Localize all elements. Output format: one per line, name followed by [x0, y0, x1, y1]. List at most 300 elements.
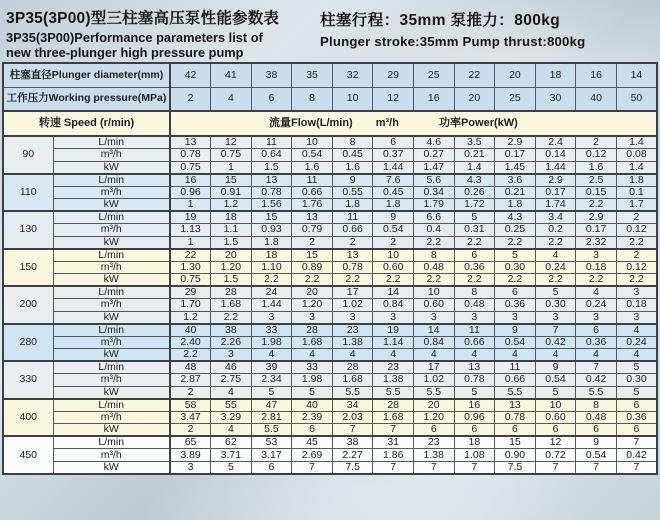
value-cell: 6: [616, 399, 657, 412]
value-cell: 3: [616, 286, 657, 299]
value-cell: 2.9: [576, 211, 617, 224]
value-cell: 8: [413, 249, 454, 262]
unit-cell: L/min: [53, 249, 170, 262]
value-cell: 3.89: [170, 449, 211, 462]
value-cell: 3.71: [211, 449, 252, 462]
table-row: [3, 261, 657, 274]
table-row: [3, 424, 657, 437]
pressure-value-cell: 25: [495, 87, 536, 111]
unit-cell: m³/h: [53, 336, 170, 349]
value-cell: 20: [211, 249, 252, 262]
value-cell: 1.47: [413, 161, 454, 174]
value-cell: 0.54: [535, 374, 576, 387]
value-cell: 0.12: [616, 261, 657, 274]
table-row: [3, 311, 657, 324]
unit-cell: m³/h: [53, 261, 170, 274]
value-cell: 0.12: [616, 224, 657, 237]
value-cell: 33: [292, 361, 333, 374]
unit-cell: L/min: [53, 399, 170, 412]
pressure-value-cell: 30: [535, 87, 576, 111]
value-cell: 4: [576, 349, 617, 362]
value-cell: 3.29: [211, 411, 252, 424]
value-cell: 3.4: [535, 211, 576, 224]
value-cell: 2.34: [251, 374, 292, 387]
value-cell: 13: [332, 249, 373, 262]
value-cell: 13: [251, 174, 292, 187]
page-title-chinese: 3P35(3P00)型三柱塞高压泵性能参数表: [6, 10, 280, 27]
value-cell: 0.78: [251, 186, 292, 199]
value-cell: 2.39: [292, 411, 333, 424]
value-cell: 6: [495, 424, 536, 437]
value-cell: 1: [170, 236, 211, 249]
value-cell: 1.5: [211, 274, 252, 287]
value-cell: 2.69: [292, 449, 333, 462]
table-row: [3, 199, 657, 212]
value-cell: 9: [535, 361, 576, 374]
value-cell: 0.42: [616, 449, 657, 462]
value-cell: 45: [292, 436, 333, 449]
value-cell: 0.14: [535, 149, 576, 162]
unit-cell: kW: [53, 274, 170, 287]
diameter-value-cell: 42: [170, 63, 211, 87]
unit-cell: kW: [53, 424, 170, 437]
table-row: [3, 136, 657, 149]
value-cell: 0.60: [535, 411, 576, 424]
value-cell: 6: [616, 424, 657, 437]
table-row: [3, 324, 657, 337]
value-cell: 1.44: [373, 161, 414, 174]
value-cell: 7: [616, 436, 657, 449]
value-cell: 2.2: [413, 274, 454, 287]
value-cell: 0.36: [616, 411, 657, 424]
value-cell: 0.66: [454, 336, 495, 349]
value-cell: 0.42: [576, 374, 617, 387]
value-cell: 2.81: [251, 411, 292, 424]
value-cell: 0.21: [454, 149, 495, 162]
value-cell: 11: [495, 361, 536, 374]
value-cell: 0.08: [616, 149, 657, 162]
pressure-value-cell: 16: [413, 87, 454, 111]
value-cell: 0.79: [292, 224, 333, 237]
value-cell: 1.02: [332, 299, 373, 312]
value-cell: 2.2: [535, 236, 576, 249]
value-cell: 62: [211, 436, 252, 449]
value-cell: 2: [332, 236, 373, 249]
table-body: [3, 136, 657, 474]
value-cell: 29: [170, 286, 211, 299]
speed-cell: 200: [3, 286, 53, 324]
value-cell: 24: [251, 286, 292, 299]
unit-cell: kW: [53, 386, 170, 399]
specs-english: Plunger stroke:35mm Pump thrust:800kg: [320, 34, 586, 49]
page-title-english-line2: new three-plunger high pressure pump: [6, 44, 244, 60]
unit-cell: kW: [53, 311, 170, 324]
value-cell: 2.2: [495, 274, 536, 287]
value-cell: 8: [454, 286, 495, 299]
diameter-value-cell: 18: [535, 63, 576, 87]
value-cell: 15: [495, 436, 536, 449]
table-row: [3, 374, 657, 387]
value-cell: 2: [576, 136, 617, 149]
table-row: [3, 386, 657, 399]
value-cell: 1.02: [413, 374, 454, 387]
value-cell: 0.55: [332, 186, 373, 199]
value-cell: 2.2: [332, 274, 373, 287]
value-cell: 6: [576, 424, 617, 437]
specs-block: [320, 6, 585, 60]
value-cell: 4.3: [454, 174, 495, 187]
value-cell: 0.37: [373, 149, 414, 162]
value-cell: 0.36: [454, 261, 495, 274]
value-cell: 4: [576, 286, 617, 299]
value-cell: 0.31: [454, 224, 495, 237]
value-cell: 1.68: [373, 411, 414, 424]
value-cell: 9: [576, 436, 617, 449]
value-cell: 6: [495, 286, 536, 299]
value-cell: 0.26: [454, 186, 495, 199]
value-cell: 0.12: [576, 149, 617, 162]
value-cell: 0.84: [373, 299, 414, 312]
value-cell: 8: [576, 399, 617, 412]
value-cell: 15: [292, 249, 333, 262]
value-cell: 1.5: [211, 236, 252, 249]
value-cell: 0.2: [535, 224, 576, 237]
value-cell: 2.03: [332, 411, 373, 424]
value-cell: 2.2: [454, 236, 495, 249]
value-cell: 18: [211, 211, 252, 224]
unit-cell: m³/h: [53, 149, 170, 162]
value-cell: 2.2: [616, 274, 657, 287]
value-cell: 5: [616, 386, 657, 399]
value-cell: 58: [170, 399, 211, 412]
value-cell: 0.54: [292, 149, 333, 162]
value-cell: 55: [211, 399, 252, 412]
value-cell: 53: [251, 436, 292, 449]
value-cell: 1: [211, 161, 252, 174]
value-cell: 1.8: [332, 199, 373, 212]
value-cell: 1.2: [170, 311, 211, 324]
value-cell: 0.17: [576, 224, 617, 237]
value-cell: 1.14: [373, 336, 414, 349]
value-cell: 2.2: [454, 274, 495, 287]
value-cell: 13: [454, 361, 495, 374]
value-cell: 10: [413, 286, 454, 299]
value-cell: 7: [292, 461, 333, 474]
table-row: [3, 161, 657, 174]
value-cell: 0.66: [495, 374, 536, 387]
value-cell: 1.20: [413, 411, 454, 424]
value-cell: 0.21: [495, 186, 536, 199]
value-cell: 7.5: [332, 461, 373, 474]
value-cell: 0.96: [170, 186, 211, 199]
value-cell: 1.2: [211, 199, 252, 212]
value-cell: 6: [454, 249, 495, 262]
value-cell: 34: [332, 399, 373, 412]
value-cell: 6: [251, 461, 292, 474]
value-cell: 16: [454, 399, 495, 412]
value-cell: 18: [454, 436, 495, 449]
value-cell: 5: [535, 286, 576, 299]
pressure-value-cell: 40: [576, 87, 617, 111]
value-cell: 22: [170, 249, 211, 262]
table-row: [3, 336, 657, 349]
table-row: [3, 411, 657, 424]
value-cell: 1.98: [292, 374, 333, 387]
value-cell: 6.6: [413, 211, 454, 224]
value-cell: 0.54: [495, 336, 536, 349]
value-cell: 1.4: [454, 161, 495, 174]
diameter-value-cell: 29: [373, 63, 414, 87]
value-cell: 5.5: [576, 386, 617, 399]
value-cell: 2.2: [211, 311, 252, 324]
value-cell: 3.47: [170, 411, 211, 424]
value-cell: 4: [413, 349, 454, 362]
value-cell: 0.54: [576, 449, 617, 462]
value-cell: 2: [373, 236, 414, 249]
unit-cell: L/min: [53, 286, 170, 299]
value-cell: 40: [292, 399, 333, 412]
value-cell: 0.60: [413, 299, 454, 312]
value-cell: 3: [454, 311, 495, 324]
value-cell: 4: [373, 349, 414, 362]
value-cell: 4: [616, 324, 657, 337]
value-cell: 39: [251, 361, 292, 374]
power-header: 功率Power(kW): [438, 116, 518, 129]
value-cell: 2.2: [251, 274, 292, 287]
value-cell: 4: [454, 349, 495, 362]
flow-lmin-header: 流量Flow(L/min): [269, 116, 353, 129]
value-cell: 28: [373, 399, 414, 412]
pressure-row: [3, 87, 657, 111]
unit-cell: L/min: [53, 211, 170, 224]
value-cell: 7: [535, 461, 576, 474]
value-cell: 5.5: [413, 386, 454, 399]
value-cell: 7: [332, 424, 373, 437]
pressure-value-cell: 20: [454, 87, 495, 111]
speed-column-header: 转速 Speed (r/min): [3, 111, 170, 136]
table-row: [3, 399, 657, 412]
value-cell: 28: [211, 286, 252, 299]
value-cell: 11: [251, 136, 292, 149]
value-cell: 1.6: [292, 161, 333, 174]
value-cell: 0.96: [454, 411, 495, 424]
value-cell: 0.1: [616, 186, 657, 199]
value-cell: 6: [292, 424, 333, 437]
value-cell: 2.2: [373, 274, 414, 287]
value-cell: 5: [535, 386, 576, 399]
value-cell: 6: [373, 136, 414, 149]
value-cell: 1.13: [170, 224, 211, 237]
table-head-section: [3, 63, 657, 136]
value-cell: 3: [373, 311, 414, 324]
value-cell: 7: [616, 461, 657, 474]
value-cell: 1.70: [170, 299, 211, 312]
diameter-value-cell: 25: [413, 63, 454, 87]
value-cell: 4.3: [495, 211, 536, 224]
value-cell: 0.48: [576, 411, 617, 424]
value-cell: 3: [413, 311, 454, 324]
value-cell: 6: [535, 424, 576, 437]
value-cell: 2.2: [616, 236, 657, 249]
value-cell: 0.17: [535, 186, 576, 199]
unit-cell: m³/h: [53, 186, 170, 199]
value-cell: 0.54: [373, 224, 414, 237]
value-cell: 2.2: [495, 236, 536, 249]
value-cell: 15: [211, 174, 252, 187]
unit-cell: m³/h: [53, 449, 170, 462]
value-cell: 1.68: [332, 374, 373, 387]
value-cell: 0.17: [495, 149, 536, 162]
speed-cell: 150: [3, 249, 53, 287]
value-cell: 2.26: [211, 336, 252, 349]
value-cell: 7: [413, 461, 454, 474]
value-cell: 3: [332, 311, 373, 324]
value-cell: 1.8: [251, 236, 292, 249]
value-cell: 1.72: [454, 199, 495, 212]
value-cell: 2.32: [576, 236, 617, 249]
value-cell: 2: [170, 424, 211, 437]
value-cell: 1.38: [373, 374, 414, 387]
value-cell: 16: [170, 174, 211, 187]
value-cell: 15: [251, 211, 292, 224]
value-cell: 11: [292, 174, 333, 187]
value-cell: 1.56: [251, 199, 292, 212]
table-row: [3, 174, 657, 187]
value-cell: 5.5: [373, 386, 414, 399]
value-cell: 5.5: [332, 386, 373, 399]
value-cell: 1.38: [332, 336, 373, 349]
value-cell: 1.8: [495, 199, 536, 212]
value-cell: 28: [292, 324, 333, 337]
value-cell: 5: [454, 211, 495, 224]
value-cell: 2.27: [332, 449, 373, 462]
unit-cell: kW: [53, 349, 170, 362]
value-cell: 5.6: [413, 174, 454, 187]
value-cell: 4: [211, 386, 252, 399]
value-cell: 0.93: [251, 224, 292, 237]
value-cell: 7.6: [373, 174, 414, 187]
value-cell: 0.30: [495, 261, 536, 274]
value-cell: 4: [292, 349, 333, 362]
value-cell: 5: [292, 386, 333, 399]
diameter-value-cell: 32: [332, 63, 373, 87]
value-cell: 2: [616, 249, 657, 262]
value-cell: 0.78: [495, 411, 536, 424]
value-cell: 19: [373, 324, 414, 337]
value-cell: 1.7: [616, 199, 657, 212]
value-cell: 2.5: [576, 174, 617, 187]
table-row: [3, 461, 657, 474]
value-cell: 10: [535, 399, 576, 412]
table-row: [3, 186, 657, 199]
value-cell: 0.48: [454, 299, 495, 312]
value-cell: 0.24: [616, 336, 657, 349]
unit-cell: kW: [53, 161, 170, 174]
unit-cell: m³/h: [53, 299, 170, 312]
value-cell: 7: [373, 424, 414, 437]
value-cell: 9: [332, 174, 373, 187]
pressure-value-cell: 4: [211, 87, 252, 111]
value-cell: 2.87: [170, 374, 211, 387]
value-cell: 0.42: [535, 336, 576, 349]
diameter-row: [3, 63, 657, 87]
value-cell: 33: [251, 324, 292, 337]
value-cell: 1.20: [211, 261, 252, 274]
diameter-value-cell: 38: [251, 63, 292, 87]
value-cell: 5.5: [495, 386, 536, 399]
value-cell: 10: [373, 249, 414, 262]
value-cell: 1.1: [211, 224, 252, 237]
value-cell: 0.66: [332, 224, 373, 237]
value-cell: 3: [495, 311, 536, 324]
value-cell: 7: [576, 361, 617, 374]
value-cell: 23: [332, 324, 373, 337]
value-cell: 0.64: [251, 149, 292, 162]
unit-cell: m³/h: [53, 224, 170, 237]
speed-cell: 280: [3, 324, 53, 362]
value-cell: 0.18: [576, 261, 617, 274]
value-cell: 1.5: [251, 161, 292, 174]
value-cell: 2.2: [292, 274, 333, 287]
subheader-row: [3, 111, 657, 136]
table-row: [3, 211, 657, 224]
value-cell: 3: [535, 311, 576, 324]
diameter-value-cell: 35: [292, 63, 333, 87]
value-cell: 11: [454, 324, 495, 337]
table-row: [3, 286, 657, 299]
value-cell: 7: [535, 324, 576, 337]
speed-cell: 110: [3, 174, 53, 212]
value-cell: 5: [454, 386, 495, 399]
value-cell: 1.4: [616, 161, 657, 174]
pressure-value-cell: 12: [373, 87, 414, 111]
value-cell: 1.08: [454, 449, 495, 462]
value-cell: 31: [373, 436, 414, 449]
value-cell: 13: [292, 211, 333, 224]
value-cell: 3.17: [251, 449, 292, 462]
value-cell: 0.91: [211, 186, 252, 199]
speed-cell: 330: [3, 361, 53, 399]
value-cell: 40: [170, 324, 211, 337]
value-cell: 23: [413, 436, 454, 449]
speed-cell: 400: [3, 399, 53, 437]
value-cell: 1.68: [211, 299, 252, 312]
value-cell: 20: [292, 286, 333, 299]
value-cell: 1.74: [535, 199, 576, 212]
value-cell: 4: [211, 424, 252, 437]
value-cell: 2: [170, 386, 211, 399]
value-cell: 4: [535, 349, 576, 362]
value-cell: 1.6: [332, 161, 373, 174]
value-cell: 0.45: [373, 186, 414, 199]
value-cell: 4: [251, 349, 292, 362]
value-cell: 0.15: [576, 186, 617, 199]
value-cell: 7: [576, 461, 617, 474]
value-cell: 2.2: [170, 349, 211, 362]
value-cell: 0.89: [292, 261, 333, 274]
value-cell: 10: [292, 136, 333, 149]
pressure-value-cell: 6: [251, 87, 292, 111]
value-cell: 0.4: [413, 224, 454, 237]
value-cell: 7.5: [495, 461, 536, 474]
value-cell: 11: [332, 211, 373, 224]
value-cell: 0.78: [332, 261, 373, 274]
unit-cell: L/min: [53, 436, 170, 449]
value-cell: 17: [332, 286, 373, 299]
value-cell: 4: [535, 249, 576, 262]
value-cell: 2.2: [576, 274, 617, 287]
value-cell: 2.9: [535, 174, 576, 187]
